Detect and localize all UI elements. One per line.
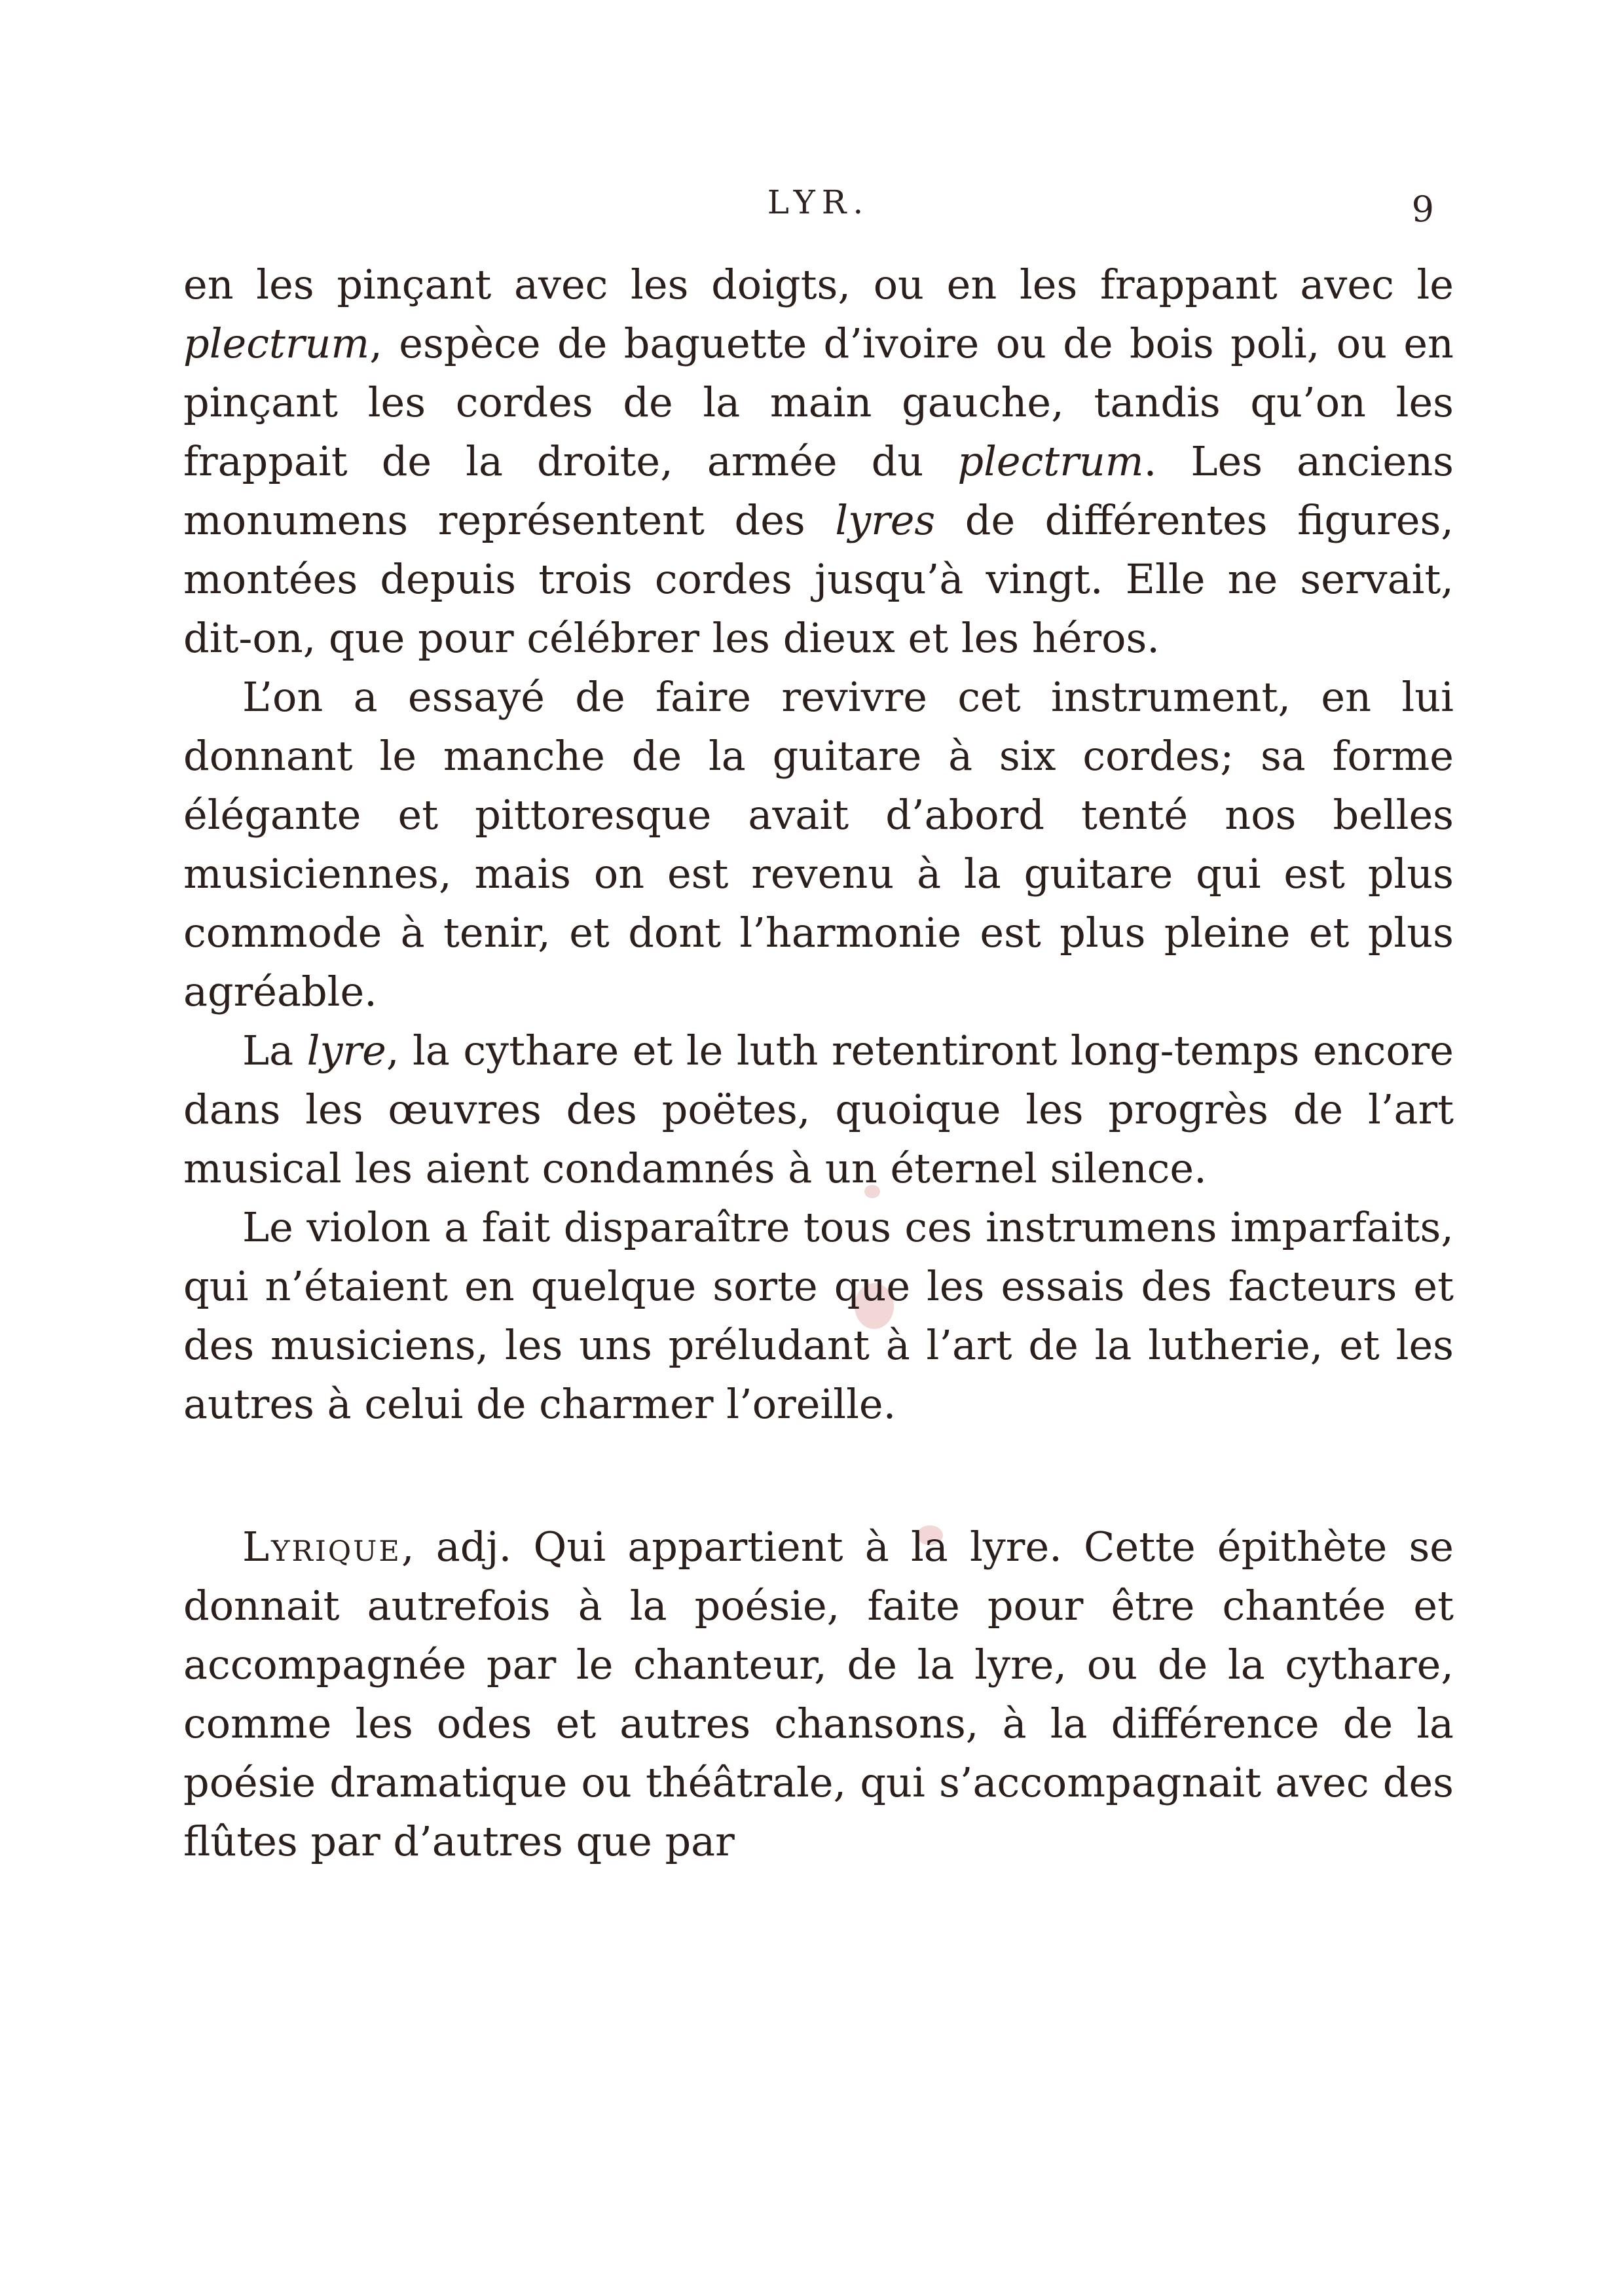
italic-term: lyre bbox=[306, 1027, 386, 1074]
paragraph-lyre-playing bbox=[183, 255, 1454, 668]
page-number: 9 bbox=[1411, 189, 1434, 230]
paragraph-poets bbox=[183, 1021, 1454, 1198]
text-span: de différentes figures, montées depuis trois cordes jusqu’à vingt. Elle ne servait, dit-on, que pour célébrer les dieux et les héros. bbox=[183, 496, 1454, 662]
entry-lyrique bbox=[183, 1518, 1454, 1871]
text-span: , la cythare et le luth retentiront long-temps encore dans les œuvres des poëtes, quoique les progrès de l’art musical les aient condamnés à un éternel silence. bbox=[183, 1027, 1454, 1192]
italic-term: lyres bbox=[835, 496, 936, 544]
text-span: . Les anciens monumens représentent des bbox=[183, 437, 1454, 544]
body-text bbox=[183, 255, 1454, 1871]
entry-headword: Lyrique bbox=[242, 1523, 401, 1571]
text-span: en les pinçant avec les doigts, ou en les frappant avec le bbox=[183, 261, 1454, 308]
text-span: La bbox=[242, 1027, 307, 1074]
paragraph-violin: Le violon a fait disparaître tous ces instrumens imparfaits, qui n’étaient en quelque sorte que les essais des facteurs et des musiciens, les uns préludant à l’art de la lutherie, et les autres à celui de charmer l’oreille. bbox=[183, 1203, 1454, 1428]
text-span: , espèce de baguette d’ivoire ou de bois poli, ou en pinçant les cordes de la main gauche, tandis qu’on les frappait de la droite, armée du bbox=[183, 319, 1454, 485]
running-head bbox=[183, 177, 1454, 236]
italic-term: plectrum bbox=[183, 319, 370, 367]
running-title: LYR. bbox=[767, 183, 870, 221]
italic-term: plectrum bbox=[957, 437, 1144, 485]
paragraph-revival: L’on a essayé de faire revivre cet instrument, en lui donnant le manche de la guitare à six cordes; sa forme élégante et pittoresque avait d’abord tenté nos belles musiciennes, mais on est revenu à la guitare qui est plus commode à tenir, et dont l’harmonie est plus pleine et plus agréable. bbox=[183, 673, 1454, 1015]
entry-separator bbox=[183, 1434, 1454, 1518]
text-span: , adj. Qui appartient à la lyre. Cette épithète se donnait autrefois à la poésie, faite pour être chantée et accompagnée par le chanteur, de la lyre, ou de la cythare, comme les odes et autres chansons, à la différence de la poésie dramatique ou théâtrale, qui s’accompagnait avec des flûtes par d’autres que par bbox=[183, 1523, 1454, 1865]
